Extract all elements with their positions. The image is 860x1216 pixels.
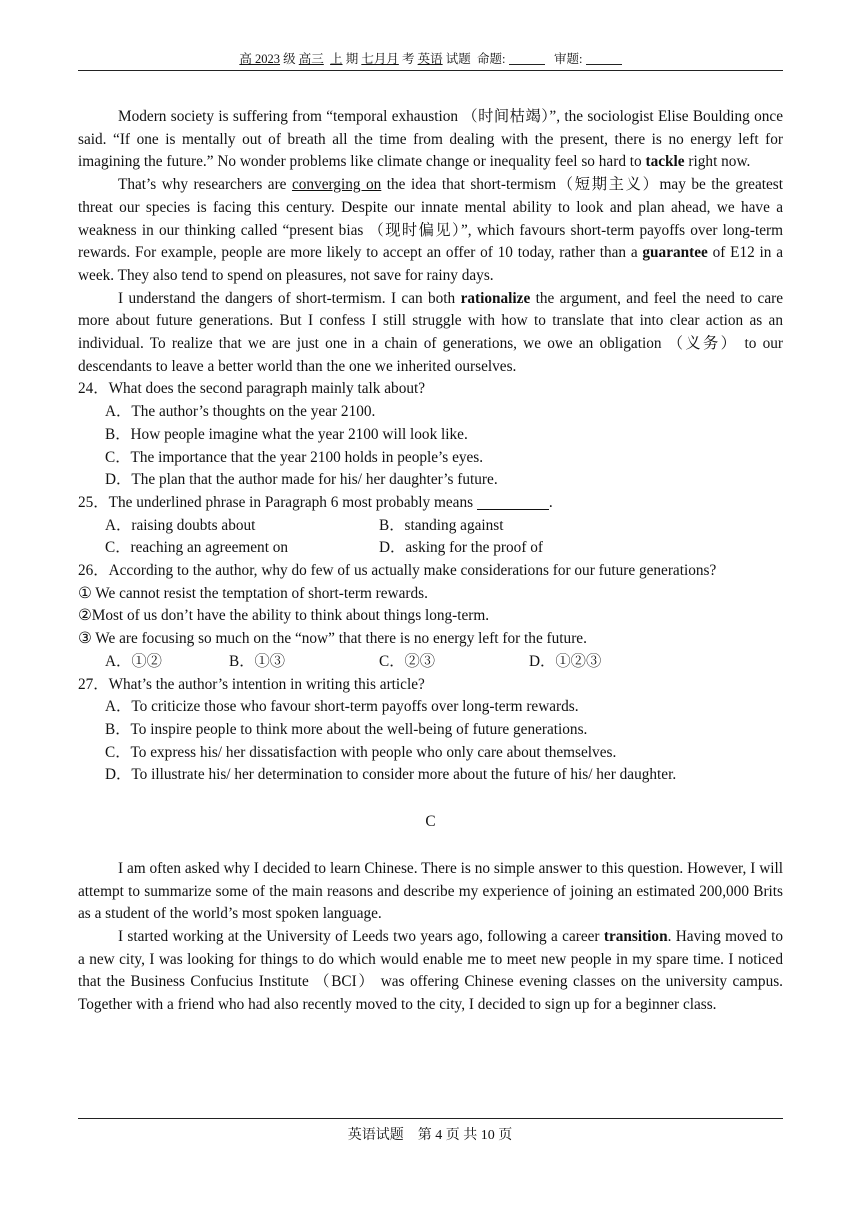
paragraph-text: the argument, and feel the need to care more about future generations. But I confess I still struggle with how to translate that into clear action as an individual. To realize that we are just one in a chain of generations, we owe an obligation （义务） to our descendants to leave a better world than the one we inherited ourselves. xyxy=(78,289,783,375)
question-26-statement-1: ① We cannot resist the temptation of short-term rewards. xyxy=(78,584,428,602)
paragraph-short-termism xyxy=(78,174,783,288)
header-term: 上 xyxy=(330,52,343,66)
footer-divider xyxy=(78,1118,783,1119)
question-24-stem: 24．What does the second paragraph mainly talk about? xyxy=(78,380,426,398)
question-25-option-b[interactable]: B．standing against xyxy=(379,516,504,534)
question-26-option-c[interactable]: C．②③ xyxy=(379,652,436,670)
page-content xyxy=(78,106,783,1017)
question-26-option-d[interactable]: D．①②③ xyxy=(529,652,602,670)
question-25-option-d[interactable]: D．asking for the proof of xyxy=(379,539,543,557)
header-reviewer-blank xyxy=(586,52,622,65)
question-25-options-row-2 xyxy=(105,537,783,560)
header-grade: 高 2023 xyxy=(239,52,281,66)
page-footer: 英语试题 第 4 页 共 10 页 xyxy=(347,1128,513,1143)
header-grade-suffix: 级 xyxy=(283,52,296,66)
question-26-option-b[interactable]: B．①③ xyxy=(229,652,286,670)
paragraph-dangers xyxy=(78,288,783,379)
paragraph-temporal-exhaustion xyxy=(78,106,783,174)
header-term-suffix: 期 xyxy=(345,52,359,66)
header-paper: 试题 xyxy=(445,52,471,66)
question-24-option-d[interactable]: D．The plan that the author made for his/ her daughter’s future. xyxy=(105,471,498,489)
paragraph-text: the idea that short-termism（短期主义）may be the greatest threat our species is facing this century. Despite our innate mental ability to look and plan ahead, we have a weakness in our thinking called “present bias （现时偏见）”, which favours short-term payoffs over long-term rewards. For example, people are more likely to accept an offer of 10 today, rather than a xyxy=(78,176,783,262)
question-25-text: 25．The underlined phrase in Paragraph 6 most probably means xyxy=(78,493,474,511)
section-c-heading: C xyxy=(425,813,436,831)
question-26-option-a[interactable]: A．①② xyxy=(105,652,162,670)
paragraph-text: I understand the dangers of short-termism. I can both xyxy=(118,289,461,307)
question-27-option-d[interactable]: D．To illustrate his/ her determination to consider more about the future of his/ her daughter. xyxy=(105,766,677,784)
header-setter-label: 命题: xyxy=(477,52,506,66)
underlined-phrase: converging on xyxy=(291,176,382,194)
question-25-stem xyxy=(78,492,783,515)
question-24-option-c[interactable]: C．The importance that the year 2100 holds in people’s eyes. xyxy=(105,448,484,466)
question-25-option-c[interactable]: C．reaching an agreement on xyxy=(105,539,289,557)
question-27-option-a[interactable]: A．To criticize those who favour short-term payoffs over long-term rewards. xyxy=(105,698,579,716)
paragraph-text: That’s why researchers are xyxy=(118,176,292,194)
question-26-statement-2: ②Most of us don’t have the ability to think about things long-term. xyxy=(78,607,490,625)
question-24-option-a[interactable]: A．The author’s thoughts on the year 2100. xyxy=(105,403,376,421)
question-25-period: . xyxy=(548,493,553,511)
question-25-option-a[interactable]: A．raising doubts about xyxy=(105,516,256,534)
bold-word-guarantee: guarantee xyxy=(642,244,708,262)
question-25-options-row-1 xyxy=(105,515,783,538)
header-reviewer-label: 审题: xyxy=(554,52,583,66)
question-26-stem: 26．According to the author, why do few of us actually make considerations for our future generations? xyxy=(78,562,717,580)
question-27-stem: 27．What’s the author’s intention in writing this article? xyxy=(78,675,425,693)
question-27-option-b[interactable]: B．To inspire people to think more about the well-being of future generations. xyxy=(105,720,588,738)
header-exam: 七月月 xyxy=(361,52,399,66)
paragraph-text: Modern society is suffering from “temporal exhaustion （时间枯竭）”, the sociologist Elise Boulding once said. “If one is mentally out of breath all the time from dealing with the present, there is no energy left for imagining the future.” No wonder problems like climate change or inequality feel so hard to xyxy=(78,108,783,171)
paragraph-why-chinese: I am often asked why I decided to learn Chinese. There is no simple answer to this question. However, I will attempt to summarize some of the main reasons and describe my experience of joining an estimated 200,000 Brits as a student of the world’s most spoken language. xyxy=(78,859,783,923)
question-26-statement-3: ③ We are focusing so much on the “now” that there is no energy left for the future. xyxy=(78,630,587,648)
question-27-option-c[interactable]: C．To express his/ her dissatisfaction with people who only care about themselves. xyxy=(105,743,617,761)
paragraph-leeds xyxy=(78,926,783,1017)
paragraph-text: . Having moved to a new city, I was looking for things to do which would enable me to meet new people in my spare time. I noticed that the Business Confucius Institute （BCI） was offering Chinese evening classes on the university campus. Together with a friend who had also recently moved to the city, I decided to sign up for a beginner class. xyxy=(78,927,783,1014)
question-26-options-row xyxy=(105,651,783,674)
answer-blank xyxy=(477,495,549,510)
paragraph-text: I started working at the University of Leeds two years ago, following a career xyxy=(118,927,604,945)
header-class: 高三 xyxy=(298,52,324,66)
bold-word-tackle: tackle xyxy=(645,153,685,171)
page-header xyxy=(78,50,783,71)
header-setter-blank xyxy=(509,52,545,65)
question-24-option-b[interactable]: B．How people imagine what the year 2100 will look like. xyxy=(105,425,468,443)
bold-word-rationalize: rationalize xyxy=(460,289,531,307)
bold-word-transition: transition xyxy=(603,927,668,945)
paragraph-text: of E12 in a week. They also tend to spend on pleasures, not save for rainy days. xyxy=(78,244,783,284)
header-exam-suffix: 考 xyxy=(401,52,415,66)
header-subject: 英语 xyxy=(417,52,443,66)
paragraph-text: right now. xyxy=(684,153,751,171)
